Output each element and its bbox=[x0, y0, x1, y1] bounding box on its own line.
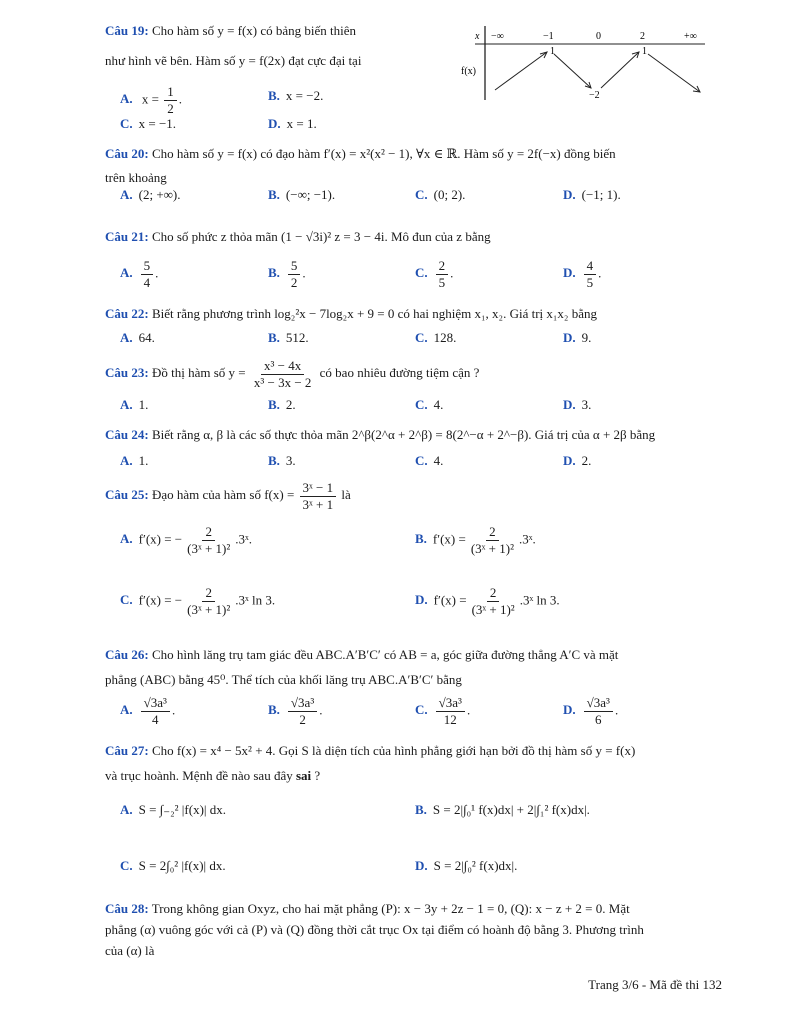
option-text: f′(x) = − bbox=[138, 531, 183, 547]
question-text: Trong không gian Oxyz, cho hai mặt phẳng (P): x − 3y + 2z − 1 = 0, (Q): x − z + 2 = 0. Mặt bbox=[151, 901, 630, 916]
question-26 bbox=[105, 646, 722, 664]
numerator: 2 bbox=[486, 524, 499, 541]
option-b[interactable] bbox=[268, 187, 335, 203]
option-b[interactable] bbox=[268, 397, 296, 413]
option-label: B. bbox=[268, 702, 280, 718]
question-label: Câu 19: bbox=[105, 23, 149, 38]
option-a[interactable]: A. $\frac{\text{√3a³}}{4}$ . bbox=[120, 695, 176, 727]
numerator: 3ˣ − 1 bbox=[300, 480, 337, 497]
page-footer: Trang 3/6 - Mã đề thi 132 bbox=[588, 977, 722, 992]
option-d[interactable] bbox=[563, 187, 621, 203]
question-label: Câu 20: bbox=[105, 146, 149, 161]
option-text: 4. bbox=[433, 453, 444, 468]
numerator: 5 bbox=[141, 258, 154, 275]
question-20 bbox=[105, 145, 722, 163]
option-text: (0; 2). bbox=[433, 187, 466, 202]
x-value-2: −1 bbox=[543, 31, 554, 42]
option-label: D. bbox=[268, 116, 281, 131]
option-a[interactable]: A. $\frac{5}{4}$ . bbox=[120, 258, 159, 290]
option-a[interactable] bbox=[120, 330, 155, 346]
numerator: 2 bbox=[436, 258, 449, 275]
question-label: Câu 26: bbox=[105, 647, 149, 662]
option-label: D. bbox=[563, 453, 576, 468]
option-b[interactable]: B. $\frac{5}{2}$ . bbox=[268, 258, 306, 290]
row-f-label: f(x) bbox=[461, 66, 476, 77]
question-26-line2 bbox=[105, 671, 722, 689]
option-c[interactable] bbox=[415, 330, 456, 346]
option-text: x = bbox=[141, 91, 163, 107]
question-text: phẳng (ABC) bằng 45⁰. Thể tích của khối lăng trụ ABC.A′B′C′ bằng bbox=[105, 672, 462, 687]
question-text: Biết rằng α, β là các số thực thỏa mãn 2^β(2^α + 2^β) = 8(2^−α + 2^−β). Giá trị của α + 2β bằng bbox=[151, 427, 656, 442]
denominator: 5 bbox=[438, 275, 446, 290]
option-b[interactable] bbox=[268, 453, 296, 469]
option-text: 4. bbox=[433, 397, 444, 412]
option-label: B. bbox=[268, 397, 280, 412]
fraction bbox=[141, 695, 170, 728]
x-value-3: 0 bbox=[596, 31, 601, 42]
option-label: A. bbox=[120, 531, 133, 547]
denominator: 12 bbox=[443, 712, 457, 727]
option-text: 3. bbox=[285, 453, 296, 468]
option-label: D. bbox=[563, 397, 576, 412]
option-text: 3. bbox=[581, 397, 592, 412]
option-a[interactable] bbox=[120, 187, 181, 203]
question-label: Câu 24: bbox=[105, 427, 149, 442]
question-25 bbox=[105, 478, 722, 513]
question-label: Câu 27: bbox=[105, 743, 149, 758]
denominator: (3ˣ + 1)² bbox=[187, 541, 231, 556]
question-label: Câu 25: bbox=[105, 487, 149, 502]
option-text: (−∞; −1). bbox=[285, 187, 336, 202]
denominator: 2 bbox=[299, 712, 306, 727]
option-label: A. bbox=[120, 802, 133, 817]
option-label: B. bbox=[268, 187, 280, 202]
option-text: S = 2|∫₀¹ f(x)dx| + 2|∫₁² f(x)dx|. bbox=[432, 802, 590, 817]
option-label: D. bbox=[415, 858, 428, 873]
question-28-line3 bbox=[105, 942, 722, 960]
option-text: .3ˣ. bbox=[519, 531, 536, 547]
option-label: A. bbox=[120, 187, 133, 202]
fraction bbox=[469, 585, 518, 618]
denominator: 2 bbox=[290, 275, 298, 290]
option-a[interactable] bbox=[120, 397, 148, 413]
option-label: C. bbox=[415, 187, 428, 202]
fraction bbox=[584, 695, 613, 728]
denominator: (3ˣ + 1)² bbox=[471, 602, 515, 617]
question-22 bbox=[105, 305, 722, 323]
option-label: B. bbox=[268, 330, 280, 345]
option-text: x = −1. bbox=[138, 116, 177, 131]
option-label: A. bbox=[120, 91, 133, 107]
numerator: 1 bbox=[164, 84, 177, 101]
question-text: có bao nhiêu đường tiệm cận ? bbox=[319, 365, 480, 380]
peak-value-1: 1 bbox=[550, 46, 555, 57]
option-label: C. bbox=[120, 858, 133, 873]
option-label: D. bbox=[563, 702, 576, 718]
option-label: D. bbox=[563, 330, 576, 345]
option-text: 9. bbox=[581, 330, 592, 345]
question-text: Đồ thị hàm số y = bbox=[151, 365, 246, 380]
option-text: f′(x) = bbox=[432, 531, 466, 547]
option-c[interactable] bbox=[120, 116, 176, 132]
question-label: Câu 21: bbox=[105, 229, 149, 244]
denominator: 3ˣ + 1 bbox=[302, 496, 334, 512]
denominator: 4 bbox=[143, 275, 151, 290]
denominator: (3ˣ + 1)² bbox=[470, 541, 514, 556]
option-label: C. bbox=[415, 702, 428, 718]
question-text: là bbox=[341, 487, 351, 502]
option-text: 64. bbox=[138, 330, 155, 345]
option-c[interactable]: C. $\frac{\text{√3a³}}{12}$ . bbox=[415, 695, 471, 727]
question-27-line2 bbox=[105, 767, 722, 785]
x-value-1: −∞ bbox=[491, 31, 504, 42]
option-text: S = 2|∫₀² f(x)dx|. bbox=[433, 858, 518, 873]
denominator: 5 bbox=[586, 275, 594, 290]
numerator: √3a³ bbox=[141, 695, 170, 712]
question-text: của (α) là bbox=[105, 943, 155, 958]
option-text: 512. bbox=[285, 330, 309, 345]
option-text: (2; +∞). bbox=[138, 187, 181, 202]
option-label: B. bbox=[415, 802, 427, 817]
option-text: S = ∫₋₂² |f(x)| dx. bbox=[138, 802, 226, 817]
question-label: Câu 28: bbox=[105, 901, 149, 916]
option-label: C. bbox=[120, 116, 133, 131]
option-label: A. bbox=[120, 330, 133, 345]
option-b[interactable]: B. $\frac{\text{√3a³}}{2}$ . bbox=[268, 695, 323, 727]
numerator: x³ − 4x bbox=[261, 358, 304, 375]
numerator: √3a³ bbox=[288, 695, 317, 712]
question-text: trên khoảng bbox=[105, 170, 167, 185]
option-text: 1. bbox=[138, 453, 149, 468]
numerator: 2 bbox=[202, 524, 215, 541]
question-text: Cho f(x) = x⁴ − 5x² + 4. Gọi S là diện tích của hình phẳng giới hạn bởi đồ thị hàm số y = f(x) bbox=[151, 743, 636, 758]
option-d[interactable] bbox=[563, 330, 591, 346]
option-label: C. bbox=[415, 265, 428, 281]
option-d[interactable]: D. $\frac{\text{√3a³}}{6}$ . bbox=[563, 695, 619, 727]
option-text: (−1; 1). bbox=[581, 187, 621, 202]
question-text: như hình vẽ bên. Hàm số y = f(2x) đạt cực đại tại bbox=[105, 53, 362, 68]
x-value-5: +∞ bbox=[684, 31, 697, 42]
option-text: 128. bbox=[433, 330, 457, 345]
fraction bbox=[300, 480, 337, 513]
question-label: Câu 23: bbox=[105, 365, 149, 380]
option-label: D. bbox=[563, 187, 576, 202]
option-text: . bbox=[178, 91, 182, 107]
option-label: A. bbox=[120, 397, 133, 412]
question-28-line2 bbox=[105, 921, 722, 939]
denominator: x³ − 3x − 2 bbox=[253, 374, 312, 390]
fraction bbox=[584, 258, 597, 291]
option-text: .3ˣ ln 3. bbox=[235, 592, 276, 608]
option-text: 2. bbox=[581, 453, 592, 468]
variation-arrows bbox=[495, 52, 700, 92]
option-text: x = −2. bbox=[285, 88, 324, 103]
option-text: .3ˣ. bbox=[235, 531, 253, 547]
option-b[interactable] bbox=[268, 88, 323, 104]
option-label: A. bbox=[120, 453, 133, 468]
option-label: B. bbox=[268, 453, 280, 468]
option-a[interactable] bbox=[120, 802, 226, 818]
option-label: C. bbox=[415, 453, 428, 468]
option-label: A. bbox=[120, 265, 133, 281]
peak-value-2: 1 bbox=[642, 46, 647, 57]
option-text: x = 1. bbox=[286, 116, 317, 131]
option-text: S = 2∫₀² |f(x)| dx. bbox=[138, 858, 226, 873]
numerator: √3a³ bbox=[436, 695, 465, 712]
option-label: C. bbox=[415, 397, 428, 412]
option-c[interactable] bbox=[120, 858, 226, 874]
option-a[interactable] bbox=[120, 524, 252, 557]
option-c[interactable] bbox=[415, 453, 443, 469]
option-d[interactable]: D. $\frac{4}{5}$ . bbox=[563, 258, 602, 290]
question-28 bbox=[105, 900, 722, 918]
fraction bbox=[184, 585, 233, 618]
trough-value: −2 bbox=[589, 90, 600, 101]
question-text: ? bbox=[314, 768, 321, 783]
question-text: Cho hình lăng trụ tam giác đều ABC.A′B′C′ có AB = a, góc giữa đường thẳng A′C và mặt bbox=[151, 647, 619, 662]
option-text: .3ˣ ln 3. bbox=[519, 592, 560, 608]
fraction bbox=[288, 695, 317, 728]
question-27 bbox=[105, 742, 722, 760]
option-b[interactable] bbox=[415, 802, 590, 818]
question-20-line2 bbox=[105, 169, 722, 187]
row-x-label: x bbox=[475, 31, 480, 42]
numerator: 2 bbox=[487, 585, 500, 602]
option-d[interactable] bbox=[268, 116, 317, 132]
option-label: A. bbox=[120, 702, 133, 718]
option-label: C. bbox=[415, 330, 428, 345]
question-text: Cho hàm số y = f(x) có đạo hàm f′(x) = x²(x² − 1), ∀x ∈ ℝ. Hàm số y = 2f(−x) đồng biến bbox=[151, 146, 616, 161]
fraction bbox=[141, 258, 154, 291]
denominator: 6 bbox=[595, 712, 602, 727]
option-a[interactable] bbox=[120, 84, 182, 117]
question-text: Cho số phức z thỏa mãn (1 − √3i)² z = 3 − 4i. Mô đun của z bằng bbox=[151, 229, 491, 244]
option-d[interactable] bbox=[415, 585, 560, 618]
question-text: Biết rằng phương trình log₂²x − 7log₂x + 9 = 0 có hai nghiệm x₁, x₂. Giá trị x₁x₂ bằng bbox=[151, 306, 597, 321]
option-d[interactable] bbox=[563, 397, 591, 413]
question-text: và trục hoành. Mệnh đề nào sau đây bbox=[105, 768, 293, 783]
option-c[interactable] bbox=[120, 585, 275, 618]
denominator: (3ˣ + 1)² bbox=[187, 602, 231, 617]
emphasis-text: sai bbox=[295, 768, 312, 783]
numerator: 2 bbox=[202, 585, 215, 602]
option-label: B. bbox=[268, 88, 280, 103]
x-value-4: 2 bbox=[640, 31, 645, 42]
option-label: B. bbox=[415, 531, 427, 547]
fraction bbox=[184, 524, 233, 557]
question-text: phẳng (α) vuông góc với cả (P) và (Q) đồng thời cắt trục Ox tại điểm có hoành độ bằng 3. Phương trình bbox=[105, 922, 644, 937]
numerator: 4 bbox=[584, 258, 597, 275]
fraction bbox=[164, 84, 177, 117]
question-text: Cho hàm số y = f(x) có bảng biến thiên bbox=[151, 23, 357, 38]
fraction bbox=[436, 695, 465, 728]
option-label: C. bbox=[120, 592, 133, 608]
question-text: Đạo hàm của hàm số f(x) = bbox=[151, 487, 295, 502]
option-b[interactable] bbox=[415, 524, 536, 557]
numerator: 5 bbox=[288, 258, 301, 275]
option-text: f′(x) = bbox=[433, 592, 467, 608]
question-23 bbox=[105, 356, 722, 391]
option-b[interactable] bbox=[268, 330, 309, 346]
option-c[interactable] bbox=[415, 397, 443, 413]
option-text: 2. bbox=[285, 397, 296, 412]
option-d[interactable] bbox=[415, 858, 517, 874]
fraction bbox=[288, 258, 301, 291]
option-label: D. bbox=[415, 592, 428, 608]
variation-table bbox=[455, 26, 715, 102]
option-d[interactable] bbox=[563, 453, 591, 469]
question-24 bbox=[105, 426, 722, 444]
option-a[interactable] bbox=[120, 453, 148, 469]
option-text: 1. bbox=[138, 397, 149, 412]
numerator: √3a³ bbox=[584, 695, 613, 712]
option-text: f′(x) = − bbox=[138, 592, 183, 608]
option-c[interactable]: C. $\frac{2}{5}$ . bbox=[415, 258, 454, 290]
denominator: 2 bbox=[167, 101, 174, 116]
question-21 bbox=[105, 228, 722, 246]
question-label: Câu 22: bbox=[105, 306, 149, 321]
fraction bbox=[468, 524, 517, 557]
option-label: D. bbox=[563, 265, 576, 281]
fraction bbox=[436, 258, 449, 291]
fraction bbox=[251, 358, 315, 391]
denominator: 4 bbox=[152, 712, 159, 727]
option-label: B. bbox=[268, 265, 280, 281]
option-c[interactable] bbox=[415, 187, 465, 203]
